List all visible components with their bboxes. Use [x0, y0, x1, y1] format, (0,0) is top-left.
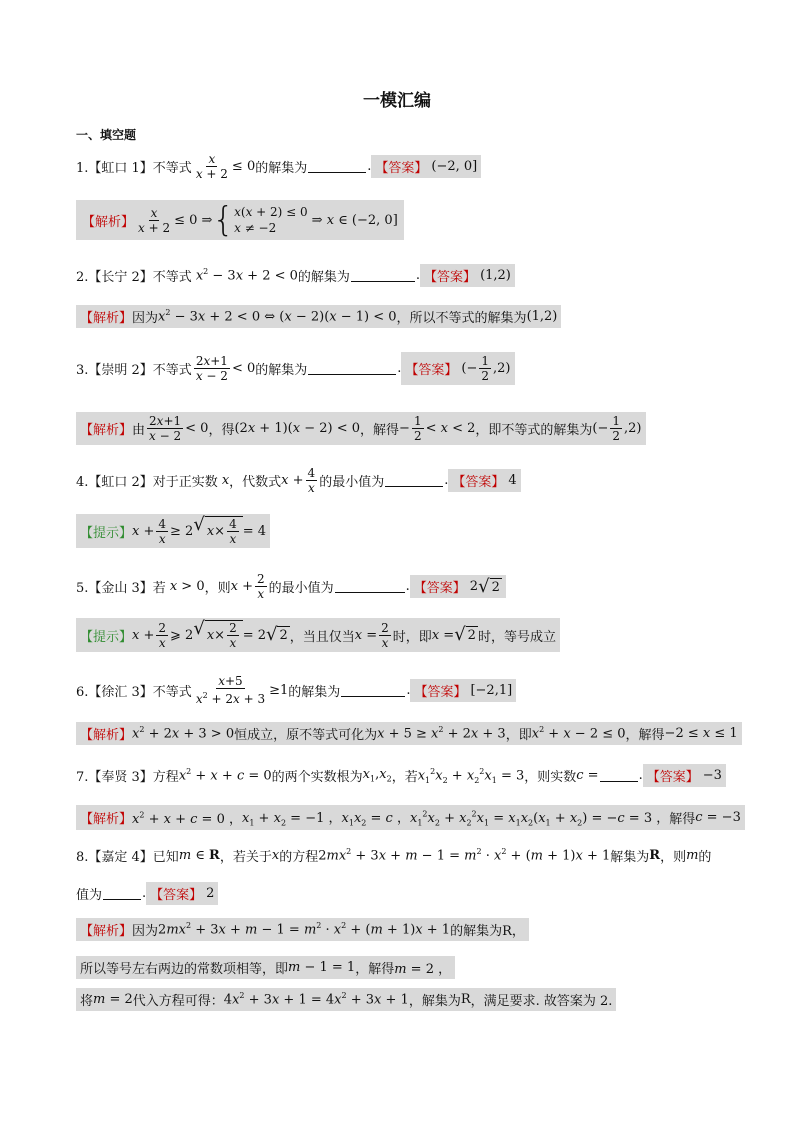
question-8-cont: 值为 . 【答案】 2 — [76, 882, 218, 905]
answer-blank[interactable] — [308, 362, 396, 375]
answer-box: 【答案】 4 — [448, 469, 520, 492]
page-title: 一模汇编 — [363, 91, 431, 111]
answer-blank[interactable] — [351, 269, 415, 282]
question-8: 8.【嘉定 4】已知 m ∈ R ，若关于 x 的方程 $2mx^2 + 3x + m - 1 = m^2 \cdot x^2 + (m + 1)x + 1$ 解集为 R ，则 m 的 — [76, 847, 712, 865]
question-4: 4.【虹口 2】对于正实数 x ，代数式 x + $\frac{4}{x}$ 的最小值为 . 【答案】 4 — [76, 466, 521, 495]
question-7: 7.【奉贤 3】方程 $x^2 + x + c = 0$ 的两个实数根为 $x_1,x_2$ ，若 $x_1^2x_2 + x_2^2x_1 = 3$ ，则实数 c = . 【答案】 −3 — [76, 764, 726, 787]
question-5: 5.【金山 3】若 x > 0 ，则 x + $\frac{2}{x}$ 的最小值为 . 【答案】 2 √ 2 — [76, 572, 506, 601]
question-2: 2.【长宁 2】不等式 $x^2 - 3x + 2 < 0$ 的解集为 . 【答案】 (1,2) — [76, 264, 515, 287]
answer-blank[interactable] — [103, 887, 141, 900]
analysis-6: 【解析】 $x^2 + 2x + 3 > 0$ 恒成立，原不等式可化为 $x + 5 \ge x^2 + 2x + 3$ ，即 $x^2 + x - 2 \le 0$ ，解得 −2 ≤ x ≤ 1 — [76, 722, 742, 745]
analysis-8-line3: 将 m = 2 代入方程可得： $4x^2 + 3x + 1 = 4x^2 + 3x + 1$ ，解集为 R ，满足要求. 故答案为 2. — [76, 988, 616, 1011]
hint-5: 【提示】 x + $\frac{2}{x}$ ⩾ 2 √ x × $\frac{2}{x}$ = 2 √ 2 ，当且仅当 x = $\frac{2}{x}$ 时，即 x = √ 2 时，等号成立 — [76, 618, 560, 652]
analysis-3: 【解析】 由 $\frac{2x+1}{x - 2}$ < 0 ，得 (2x + 1)(x − 2) < 0 ，解得 − $\frac{1}{2}$ < x < 2 ，即不等式的解集为 (− $\frac{1}{2}$ ,2) — [76, 412, 646, 445]
answer-blank[interactable] — [335, 580, 405, 593]
analysis-8-line2: 所以等号左右两边的常数项相等，即 m − 1 = 1 ，解得 m = 2 ， — [76, 956, 455, 979]
answer-blank[interactable] — [308, 160, 366, 173]
answer-box: 【答案】 (1,2) — [420, 264, 515, 287]
analysis-8: 【解析】 因为 $2mx^2 + 3x + m - 1 = m^2 \cdot x^2 + (m + 1)x + 1$ 的解集为 R， — [76, 918, 529, 941]
answer-box: 【答案】 2 √ 2 — [410, 575, 506, 598]
answer-blank[interactable] — [341, 684, 405, 697]
answer-box: 【答案】 (−2, 0] — [371, 155, 481, 178]
question-1: 1.【虹口 1】不等式 $\frac{x}{x + 2}$ ≤ 0 的解集为 . 【答案】 (−2, 0] — [76, 152, 481, 181]
answer-box: 【答案】 −3 — [643, 764, 726, 787]
analysis-7: 【解析】 $x^2 + x + c = 0$ ， $x_1 + x_2 = -1$ ， $x_1x_2 = c$ ， $x_1^2x_2 + x_2^2x_1 = x_1x_2(x_1 + x_2) = -c = 3$ ， 解得 c = −3 — [76, 805, 745, 830]
question-3: 3.【崇明 2】不等式 $\frac{2x+1}{x - 2}$ < 0 的解集为 . 【答案】 (− $\frac{1}{2}$ ,2) — [76, 352, 515, 385]
section-heading: 一、填空题 — [76, 128, 137, 142]
analysis-1: 【解析】 $\frac{x}{x + 2}$ ≤ 0 ⇒ { x(x + 2) ≤ 0 x ≠ −2 ⇒ x ∈ (−2, 0] — [76, 200, 404, 240]
answer-box: 【答案】 (− $\frac{1}{2}$ ,2) — [401, 352, 514, 385]
answer-blank[interactable] — [600, 769, 638, 782]
analysis-2: 【解析】 因为 $x^2 - 3x + 2 < 0$ ⇔ (x − 2)(x − 1) < 0 ，所以不等式的解集为 (1,2) — [76, 305, 561, 328]
answer-box: 【答案】 2 — [146, 882, 218, 905]
hint-4: 【提示】 x + $\frac{4}{x}$ ≥ 2 √ x × $\frac{4}{x}$ = 4 — [76, 514, 270, 548]
question-6: 6.【徐汇 3】不等式 $\frac{x+5}{x^2 + 2x + 3}$ ≥1 的解集为 . 【答案】 [−2,1] — [76, 674, 516, 706]
answer-box: 【答案】 [−2,1] — [410, 679, 516, 702]
answer-blank[interactable] — [385, 474, 443, 487]
